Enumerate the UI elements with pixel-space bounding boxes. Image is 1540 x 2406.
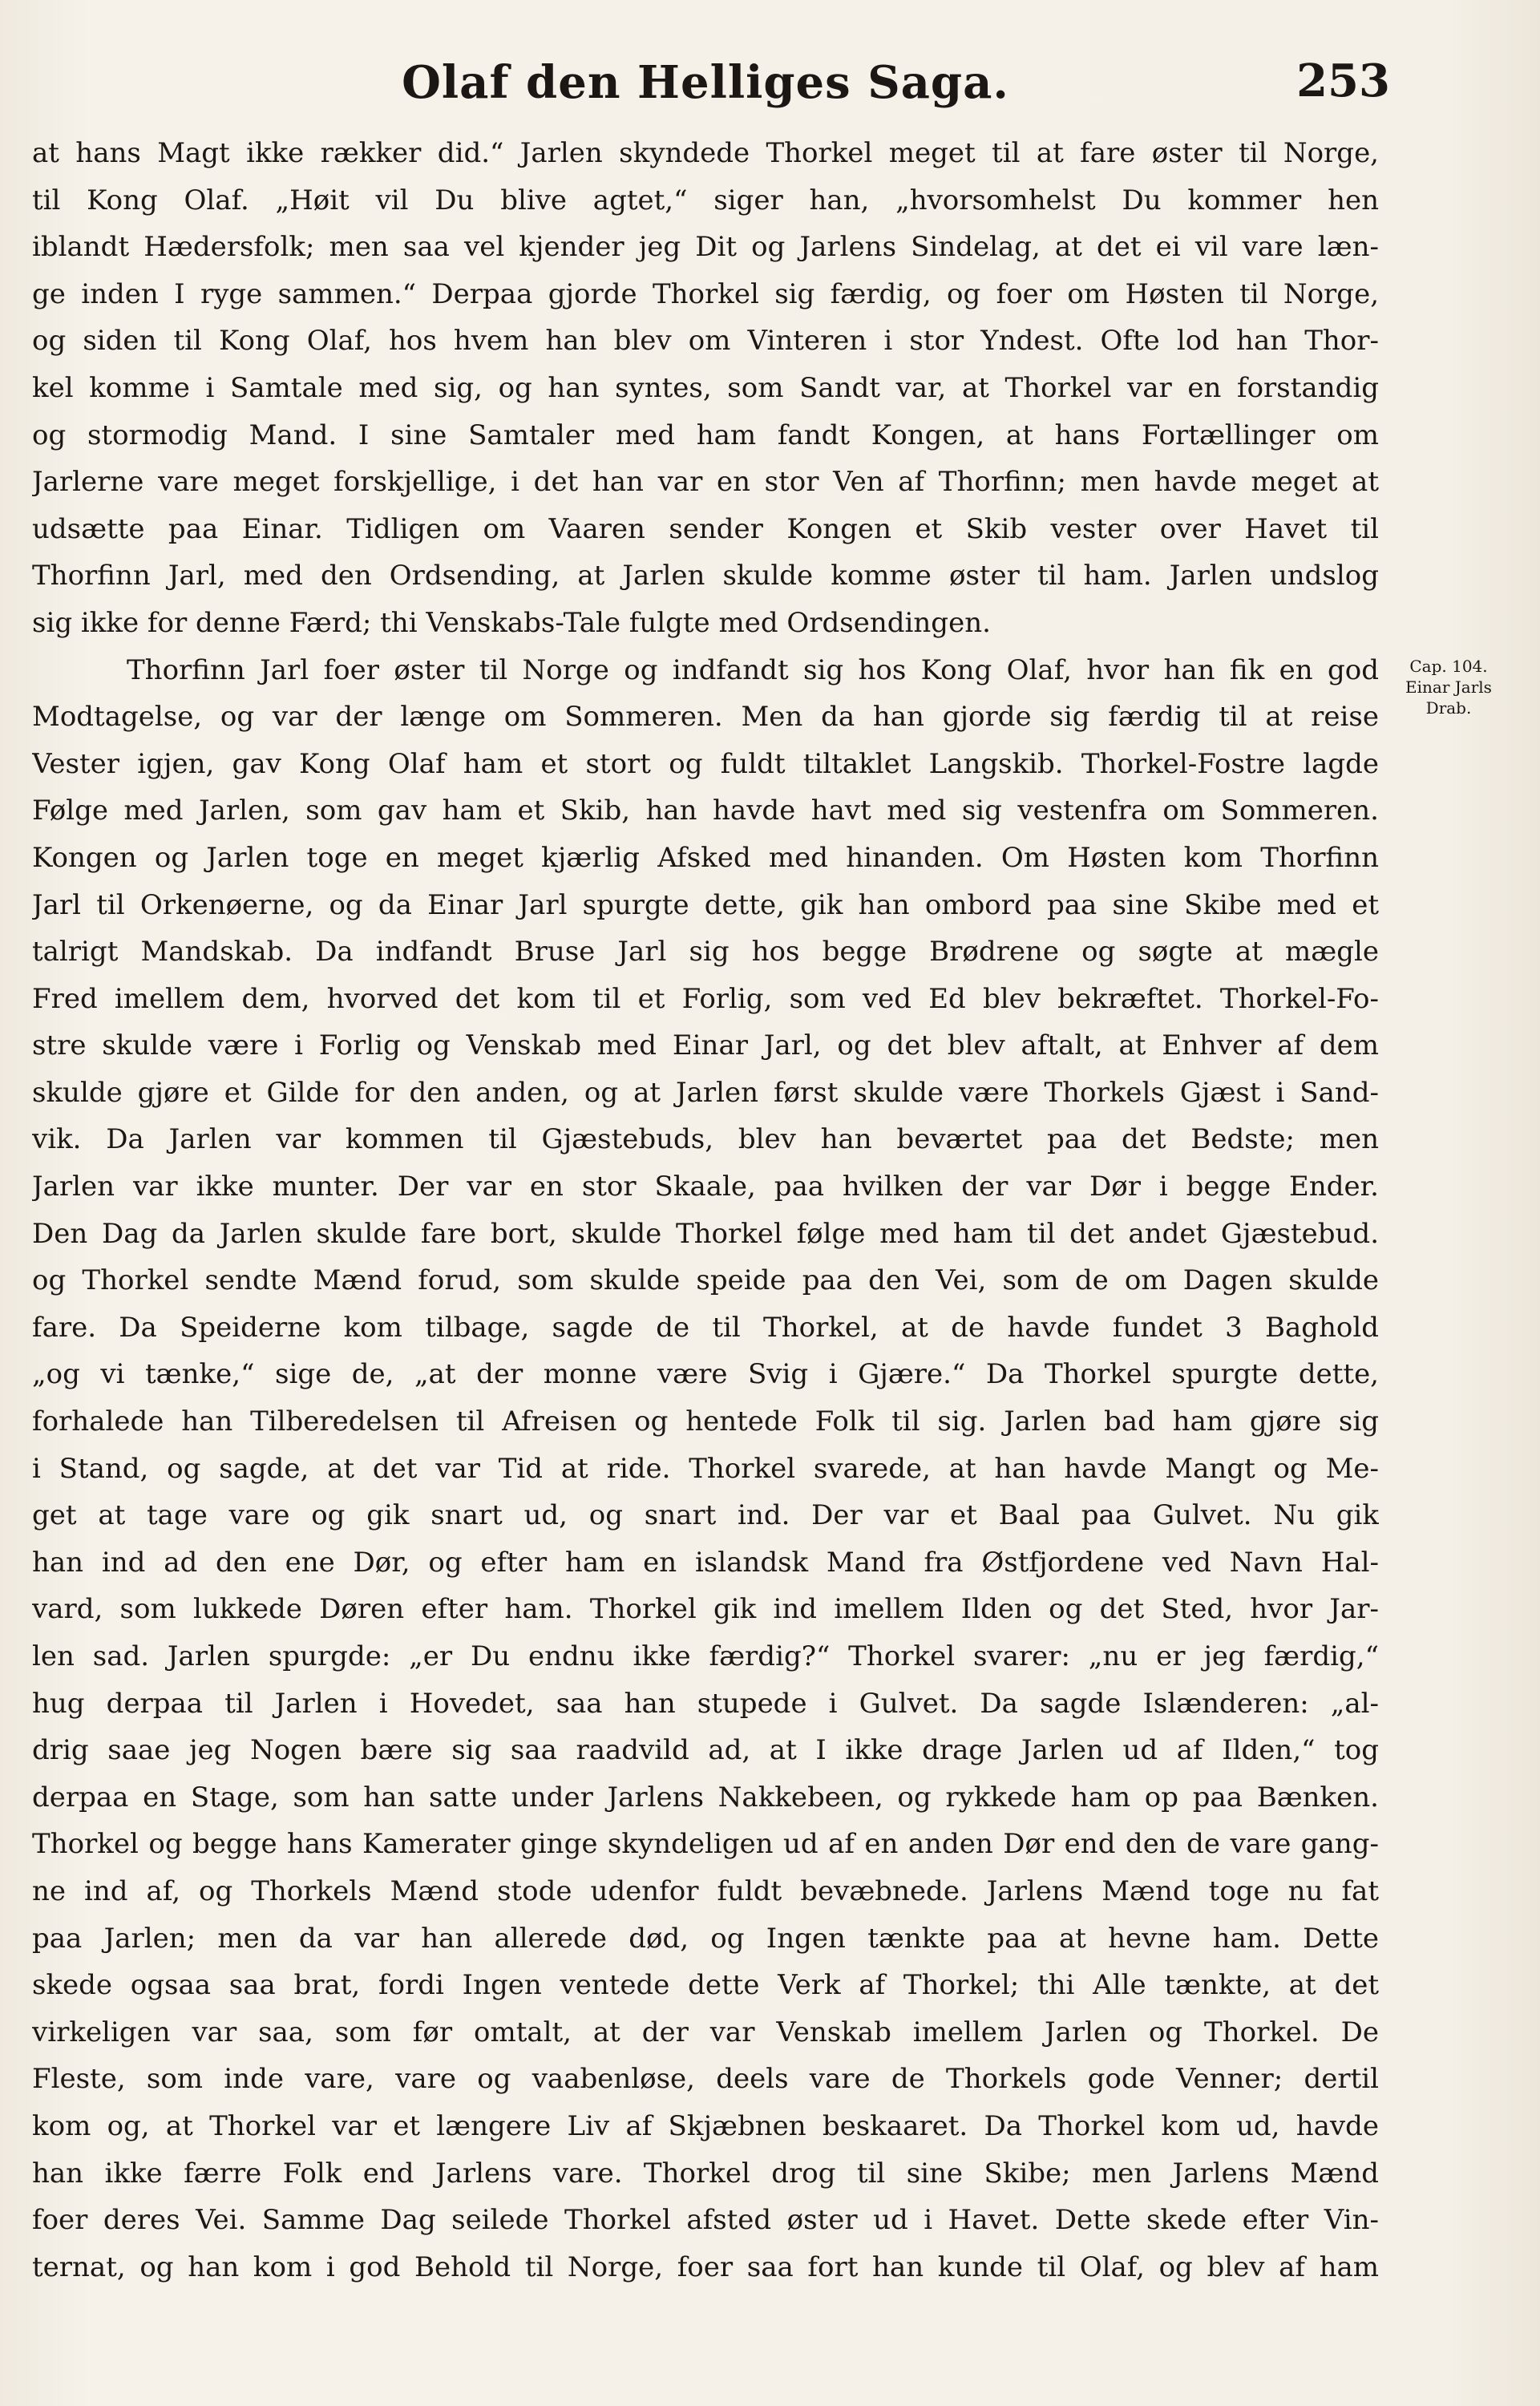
text-line: stre skulde være i Forlig og Venskab med Einar Jarl, og det blev aftalt, at Enhver af dem bbox=[32, 1029, 1379, 1062]
text-line: derpaa en Stage, som han satte under Jarlens Nakkebeen, og rykkede ham op paa Bænken. bbox=[32, 1781, 1379, 1814]
text-line: skulde gjøre et Gilde for den anden, og at Jarlen først skulde være Thorkels Gjæst i Sand- bbox=[32, 1076, 1379, 1109]
margin-note bbox=[1388, 656, 1509, 718]
margin-note-line: Cap. 104. bbox=[1409, 657, 1488, 676]
text-line: vard, som lukkede Døren efter ham. Thorkel gik ind imellem Ilden og det Sted, hvor Jar- bbox=[32, 1593, 1379, 1626]
text-line: Jarlen var ikke munter. Der var en stor Skaale, paa hvilken der var Dør i begge Ender. bbox=[32, 1171, 1379, 1203]
text-line: kel komme i Samtale med sig, og han syntes, som Sandt var, at Thorkel var en forstandig bbox=[32, 371, 1379, 404]
text-line: ternat, og han kom i god Behold til Norge, foer saa fort han kunde til Olaf, og blev af ham bbox=[32, 2250, 1379, 2283]
text-line: len sad. Jarlen spurgde: „er Du endnu ikke færdig?“ Thorkel svarer: „nu er jeg færdig,“ bbox=[32, 1640, 1379, 1672]
text-line: og siden til Kong Olaf, hos hvem han blev om Vinteren i stor Yndest. Ofte lod han Thor- bbox=[32, 325, 1379, 358]
text-line: talrigt Mandskab. Da indfandt Bruse Jarl sig hos begge Brødrene og søgte at mægle bbox=[32, 936, 1379, 968]
body-text bbox=[32, 130, 1379, 2291]
text-line: Jarlerne vare meget forskjellige, i det han var en stor Ven af Thorfinn; men havde meget at bbox=[32, 466, 1379, 499]
text-line: han ind ad den ene Dør, og efter ham en islandsk Mand fra Østfjordene ved Navn Hal- bbox=[32, 1546, 1379, 1579]
text-line: hug derpaa til Jarlen i Hovedet, saa han stupede i Gulvet. Da sagde Islænderen: „al- bbox=[32, 1687, 1379, 1720]
text-line: Fred imellem dem, hvorved det kom til et Forlig, som ved Ed blev bekræftet. Thorkel-Fo- bbox=[32, 982, 1379, 1015]
text-line: Følge med Jarlen, som gav ham et Skib, han havde havt med sig vestenfra om Sommeren. bbox=[32, 795, 1379, 827]
text-line: ne ind af, og Thorkels Mænd stode udenfor fuldt bevæbnede. Jarlens Mænd toge nu fat bbox=[32, 1874, 1379, 1907]
text-line: paa Jarlen; men da var han allerede død, og Ingen tænkte paa at hevne ham. Dette bbox=[32, 1922, 1379, 1955]
text-line: iblandt Hædersfolk; men saa vel kjender jeg Dit og Jarlens Sindelag, at det ei vil vare læn- bbox=[32, 231, 1379, 264]
text-line: udsætte paa Einar. Tidligen om Vaaren sender Kongen et Skib vester over Havet til bbox=[32, 512, 1379, 545]
text-line: vik. Da Jarlen var kommen til Gjæstebuds, blev han beværtet paa det Bedste; men bbox=[32, 1123, 1379, 1156]
text-line: til Kong Olaf. „Høit vil Du blive agtet,“ siger han, „hvorsomhelst Du kommer hen bbox=[32, 184, 1379, 216]
text-line: virkeligen var saa, som før omtalt, at der var Venskab imellem Jarlen og Thorkel. De bbox=[32, 2016, 1379, 2048]
text-line: drig saae jeg Nogen bære sig saa raadvild ad, at I ikke drage Jarlen ud af Ilden,“ tog bbox=[32, 1734, 1379, 1767]
text-line: i Stand, og sagde, at det var Tid at ride. Thorkel svarede, at han havde Mangt og Me- bbox=[32, 1452, 1379, 1485]
text-line: skede ogsaa saa brat, fordi Ingen ventede dette Verk af Thorkel; thi Alle tænkte, at det bbox=[32, 1969, 1379, 2002]
text-line: forhalede han Tilberedelsen til Afreisen og hentede Folk til sig. Jarlen bad ham gjøre sig bbox=[32, 1405, 1379, 1438]
text-line: han ikke færre Folk end Jarlens vare. Thorkel drog til sine Skibe; men Jarlens Mænd bbox=[32, 2157, 1379, 2190]
text-line: Thorfinn Jarl, med den Ordsending, at Jarlen skulde komme øster til ham. Jarlen undslog bbox=[32, 560, 1379, 592]
text-line: Thorfinn Jarl foer øster til Norge og indfandt sig hos Kong Olaf, hvor han fik en god bbox=[127, 653, 1379, 686]
text-line: at hans Magt ikke rækker did.“ Jarlen skyndede Thorkel meget til at fare øster til Norge, bbox=[32, 137, 1379, 169]
text-line: Jarl til Orkenøerne, og da Einar Jarl spurgte dette, gik han ombord paa sine Skibe med et bbox=[32, 888, 1379, 921]
text-line: Fleste, som inde vare, vare og vaabenløse, deels vare de Thorkels gode Venner; dertil bbox=[32, 2063, 1379, 2096]
text-line: Modtagelse, og var der længe om Sommeren. Men da han gjorde sig færdig til at reise bbox=[32, 701, 1379, 734]
text-line: „og vi tænke,“ sige de, „at der monne være Svig i Gjære.“ Da Thorkel spurgte dette, bbox=[32, 1358, 1379, 1391]
text-line: get at tage vare og gik snart ud, og snart ind. Der var et Baal paa Gulvet. Nu gik bbox=[32, 1499, 1379, 1532]
margin-note-line: Einar Jarls bbox=[1405, 677, 1492, 697]
text-line: Vester igjen, gav Kong Olaf ham et stort og fuldt tiltaklet Langskib. Thorkel-Fostre lagde bbox=[32, 747, 1379, 780]
page-number: 253 bbox=[1296, 55, 1390, 107]
text-line: og Thorkel sendte Mænd forud, som skulde speide paa den Vei, som de om Dagen skulde bbox=[32, 1264, 1379, 1297]
text-line: fare. Da Speiderne kom tilbage, sagde de til Thorkel, at de havde fundet 3 Baghold bbox=[32, 1311, 1379, 1344]
text-line: foer deres Vei. Samme Dag seilede Thorkel afsted øster ud i Havet. Dette skede efter Vin- bbox=[32, 2204, 1379, 2237]
text-line: kom og, at Thorkel var et længere Liv af Skjæbnen beskaaret. Da Thorkel kom ud, havde bbox=[32, 2109, 1379, 2142]
text-line: sig ikke for denne Færd; thi Venskabs-Tale fulgte med Ordsendingen. bbox=[32, 606, 991, 639]
text-line: Den Dag da Jarlen skulde fare bort, skulde Thorkel følge med ham til det andet Gjæstebud. bbox=[32, 1217, 1379, 1250]
text-line: Thorkel og begge hans Kamerater ginge skyndeligen ud af en anden Dør end den de vare gang- bbox=[32, 1828, 1379, 1861]
running-head bbox=[32, 50, 1390, 114]
running-title: Olaf den Helliges Saga. bbox=[402, 56, 1009, 109]
margin-note-line: Drab. bbox=[1425, 698, 1472, 718]
text-line: og stormodig Mand. I sine Samtaler med ham fandt Kongen, at hans Fortællinger om bbox=[32, 419, 1379, 451]
text-line: Kongen og Jarlen toge en meget kjærlig Afsked med hinanden. Om Høsten kom Thorfinn bbox=[32, 841, 1379, 874]
text-line: ge inden I ryge sammen.“ Derpaa gjorde Thorkel sig færdig, og foer om Høsten til Norge, bbox=[32, 277, 1379, 310]
